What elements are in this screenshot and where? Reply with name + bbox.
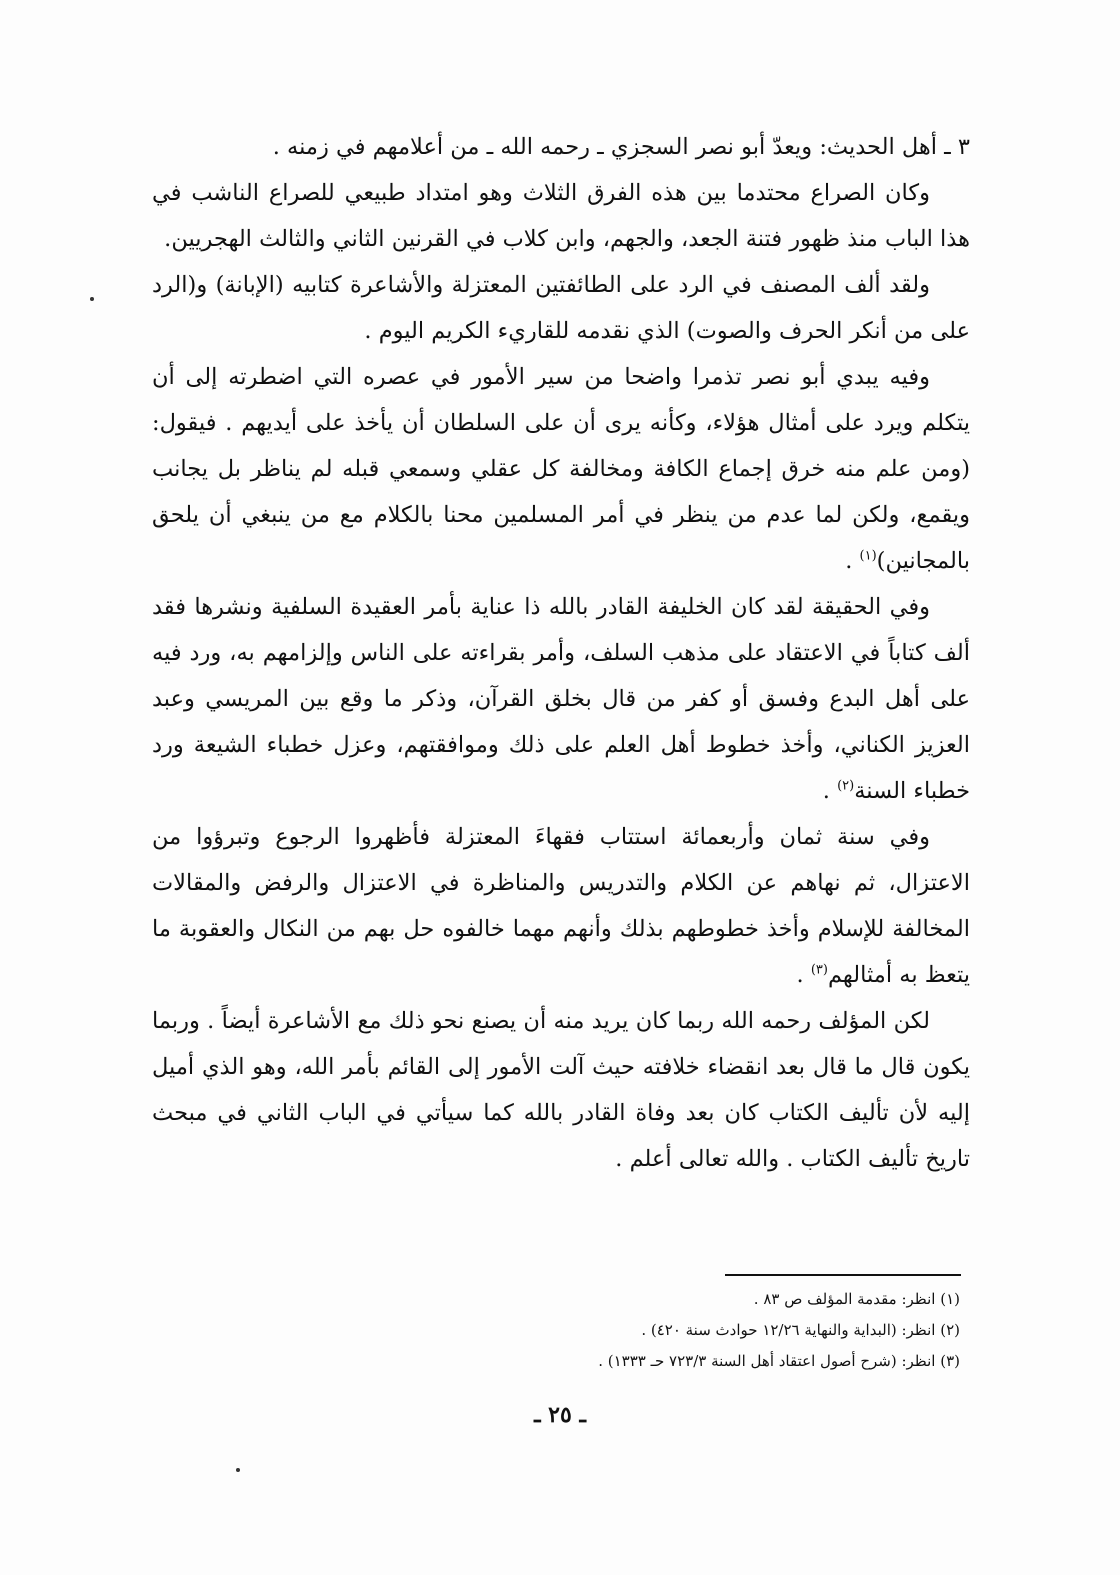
footnote-1: (١) انظر: مقدمة المؤلف ص ٨٣ . [753,1290,960,1308]
footnote-3: (٣) انظر: (شرح أصول اعتقاد أهل السنة ٧٢٣/٣ حـ ١٣٣٣) . [598,1352,960,1370]
page-number: ـ ٢٥ ـ [534,1402,586,1428]
footnote-2: (٢) انظر: (البداية والنهاية ١٢/٢٦ حوادث سنة ٤٢٠) . [641,1321,960,1339]
paragraph-6: وفي سنة ثمان وأربعمائة استتاب فقهاءَ المعتزلة فأظهروا الرجوع وتبرؤوا من الاعتزال، ثم نهاهم عن الكلام والتدريس والمناظرة في الاعتزال والرفض والمقالات المخالفة للإسلام وأخذ خطوطهم بذلك وأنهم مهما خالفوه حل بهم من النكال والعقوبة ما يتعظ به أمثالهم$^{(٣)}$ . [152,824,970,988]
footnote-ref-2: (٢) [837,778,855,794]
footnotes [152,1284,970,1377]
footnote-ref-1: (١) [859,548,877,564]
paragraph-5: وفي الحقيقة لقد كان الخليفة القادر بالله ذا عناية بأمر العقيدة السلفية ونشرها فقد ألف كتاباً في الاعتقاد على مذهب السلف، وأمر بقراءته على الناس وإلزامهم به، ورد فيه على أهل البدع وفسق أو كفر من قال بخلق القرآن، وذكر ما وقع بين المريسي وعبد العزيز الكناني، وأخذ خطوط أهل العلم على ذلك وموافقتهم، وعزل خطباء الشيعة ورد خطباء السنة$^{(٢)}$ . [152,594,970,804]
scan-speck [90,297,94,301]
paragraph-2: وكان الصراع محتدما بين هذه الفرق الثلاث وهو امتداد طبيعي للصراع الناشب في هذا الباب منذ ظهور فتنة الجعد، والجهم، وابن كلاب في القرنين الثاني والثالث الهجريين. [152,180,970,252]
main-text [152,124,970,1182]
paragraph-1: ٣ ـ أهل الحديث: ويعدّ أبو نصر السجزي ـ رحمه الله ـ من أعلامهم في زمنه . [272,134,970,160]
paragraph-4: وفيه يبدي أبو نصر تذمرا واضحا من سير الأمور في عصره التي اضطرته إلى أن يتكلم ويرد على أمثال هؤلاء، وكأنه يرى أن على السلطان أن يأخذ على أيديهم . فيقول: (ومن علم منه خرق إجماع الكافة ومخالفة كل عقلي وسمعي قبله لم يناظر بل يجانب ويقمع، ولكن لما عدم من ينظر في أمر المسلمين محنا بالكلام مع من ينبغي أن يلحق بالمجانين)$^{(١)}$ . [152,364,970,574]
scan-speck [236,1468,240,1472]
footnote-separator [725,1274,961,1276]
paragraph-7: لكن المؤلف رحمه الله ربما كان يريد منه أن يصنع نحو ذلك مع الأشاعرة أيضاً . وربما يكون قال ما قال بعد انقضاء خلافته حيث آلت الأمور إلى القائم بأمر الله، وهو الذي أميل إليه لأن تأليف الكتاب كان بعد وفاة القادر بالله كما سيأتي في الباب الثاني في مبحث تاريخ تأليف الكتاب . والله تعالى أعلم . [152,1008,970,1172]
footnote-ref-3: (٣) [810,962,828,978]
paragraph-3: ولقد ألف المصنف في الرد على الطائفتين المعتزلة والأشاعرة كتابيه (الإبانة) و(الرد على من أنكر الحرف والصوت) الذي نقدمه للقاريء الكريم اليوم . [152,272,970,344]
